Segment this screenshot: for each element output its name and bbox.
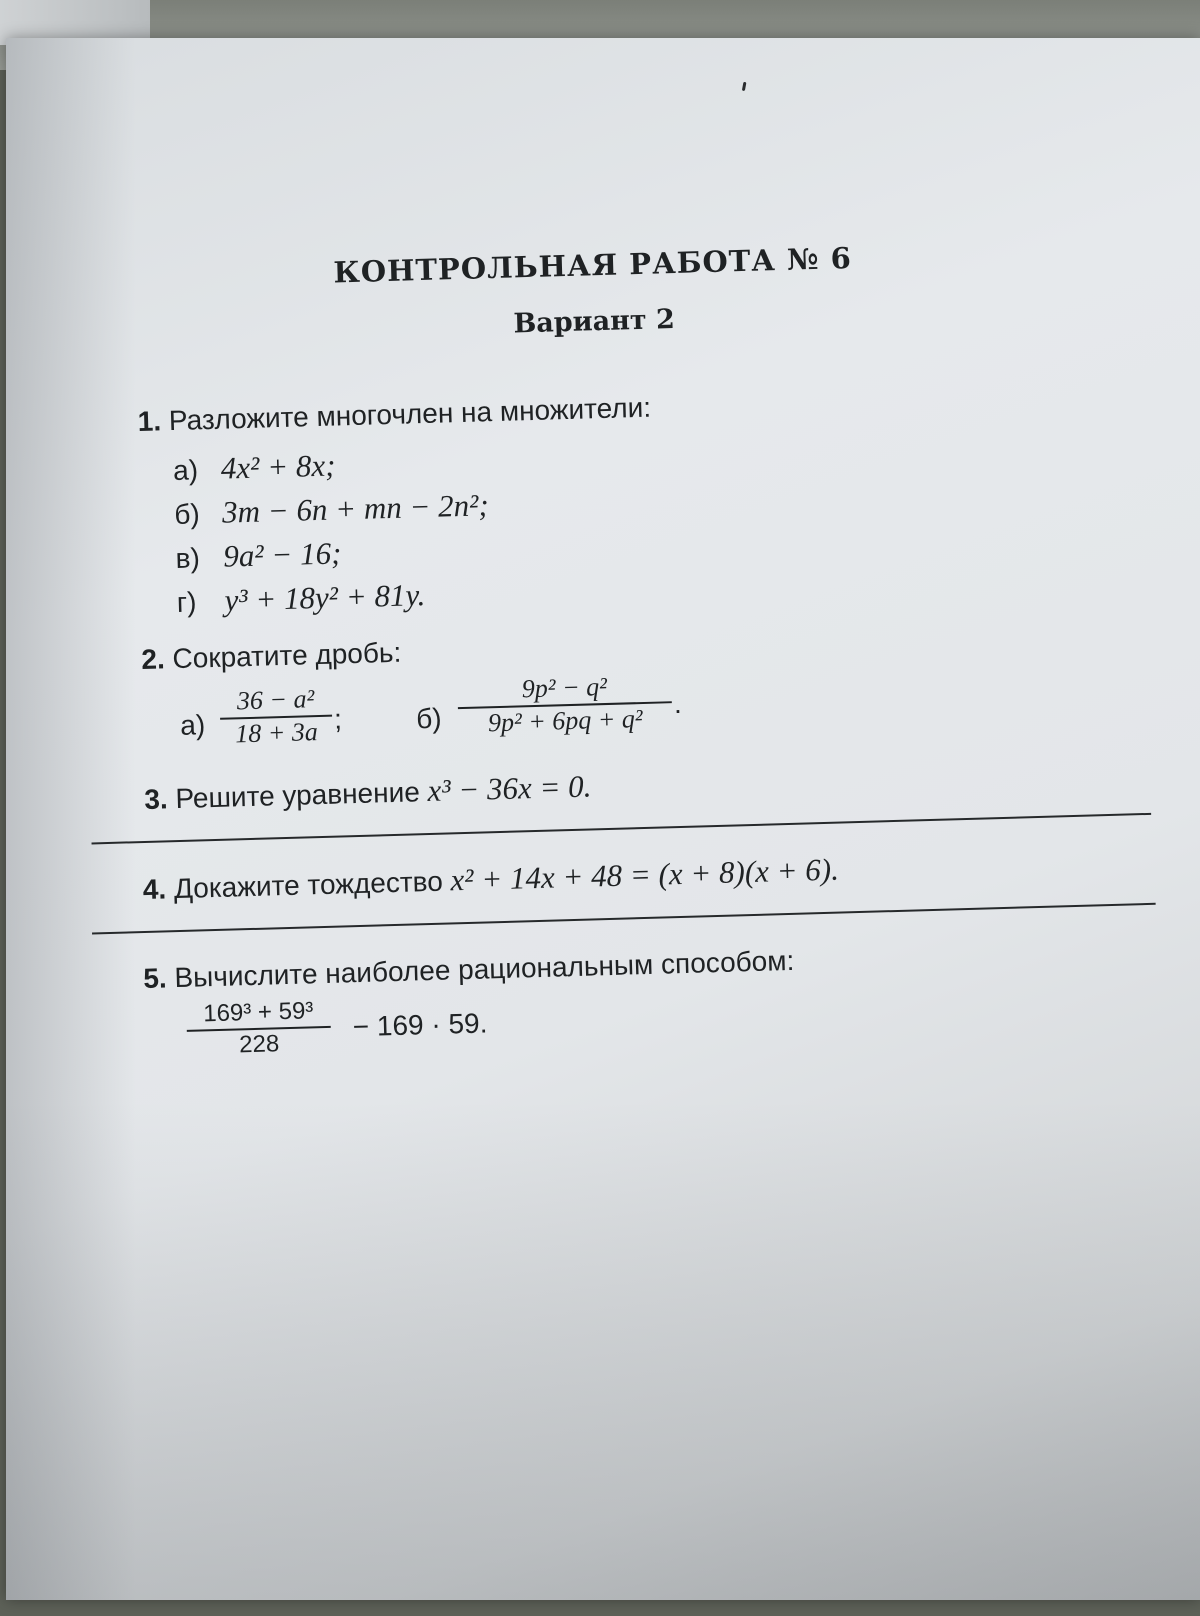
item-expression: 4x² + 8x; <box>220 447 336 486</box>
numerator-text: 36 − a² <box>236 684 315 716</box>
task-3-number: 3. <box>143 783 169 815</box>
task-1-item-d <box>176 577 425 620</box>
task-5-tail: − 169 · 59. <box>352 1007 488 1043</box>
numerator-text: 9p² − q² <box>521 671 608 704</box>
denominator-text: 228 <box>238 1030 280 1059</box>
task-1-item-b <box>174 487 489 532</box>
item-expression: 9a² − 16; <box>222 535 342 574</box>
fraction-denominator <box>220 717 333 751</box>
numerator-text: 169³ + 59³ <box>202 997 314 1028</box>
task-2-b-fraction <box>457 670 673 740</box>
task-2-text: Сократите дробь: <box>172 636 402 675</box>
task-1 <box>137 392 651 438</box>
task-2-a-fraction <box>219 684 333 751</box>
denominator-text: 9p² + 6pq + q² <box>487 704 644 738</box>
task-5-text: Вычислите наиболее рациональным способом: <box>174 944 795 994</box>
item-expression: y³ + 18y² + 81y. <box>224 577 426 618</box>
denominator-text: 18 + 3a <box>234 717 319 749</box>
task-1-item-a <box>173 447 336 488</box>
task-5-fraction <box>186 996 332 1062</box>
task-3 <box>144 768 592 816</box>
item-label: в) <box>175 542 201 574</box>
variant-heading: Вариант 2 <box>513 303 676 340</box>
task-4-number: 4. <box>142 873 167 906</box>
page-content <box>0 22 1200 1616</box>
fraction-numerator <box>219 684 332 718</box>
item-expression: 3m − 6n + mn − 2n²; <box>221 487 490 530</box>
task-2-a-semicolon: ; <box>333 703 343 735</box>
task-1-number: 1. <box>137 405 162 437</box>
task-3-equation: x³ − 36x = 0. <box>427 768 592 809</box>
fraction-denominator <box>458 703 673 740</box>
item-label: г) <box>176 586 197 618</box>
task-4-text: Докажите тождество <box>173 865 444 905</box>
task-2 <box>141 637 402 676</box>
task-2-b-period: . <box>673 687 683 720</box>
fraction-numerator <box>186 996 331 1030</box>
task-2-number: 2. <box>140 643 166 675</box>
task-5-number: 5. <box>142 962 168 995</box>
item-label: б) <box>173 498 201 530</box>
task-2-b-label: б) <box>415 702 442 735</box>
task-4-identity: x² + 14x + 48 = (x + 8)(x + 6). <box>450 851 840 898</box>
task-1-text: Разложите многочлен на множители: <box>168 391 652 437</box>
task-2-a-label: а) <box>179 709 206 741</box>
fraction-denominator <box>187 1028 332 1062</box>
paper-sheet <box>6 38 1200 1600</box>
task-4 <box>142 852 839 907</box>
ink-speck <box>742 82 747 91</box>
task-5 <box>143 945 795 995</box>
divider-line <box>92 813 1152 845</box>
page-title: КОНТРОЛЬНАЯ РАБОТА № 6 <box>332 240 853 290</box>
task-3-text: Решите уравнение <box>175 776 421 815</box>
task-1-item-c <box>175 535 342 576</box>
item-label: а) <box>172 454 199 487</box>
divider-line <box>92 903 1156 935</box>
